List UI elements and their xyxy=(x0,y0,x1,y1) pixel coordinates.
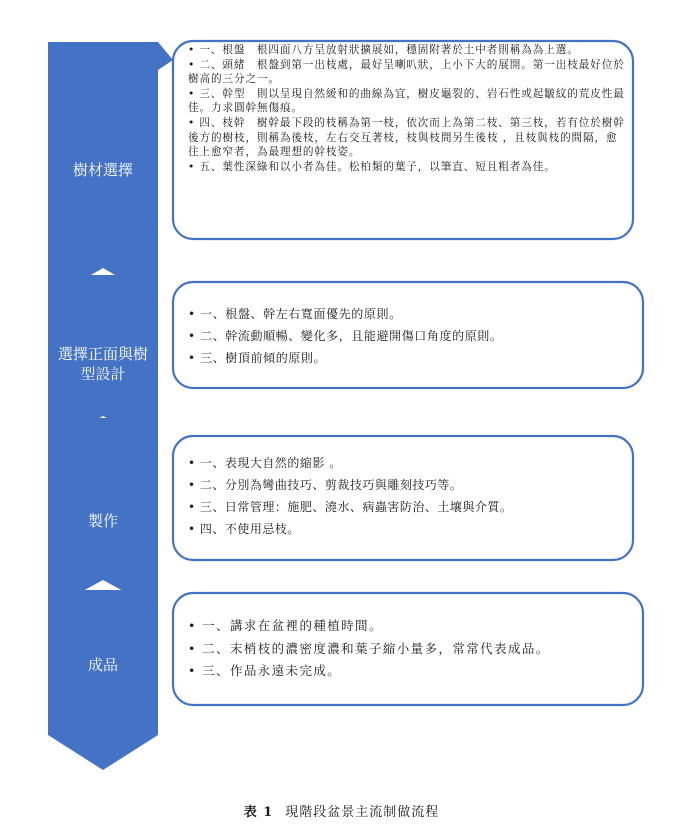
stage-3-label: 製作 xyxy=(87,512,118,530)
caption-number: 表 1 xyxy=(243,805,274,820)
figure-caption xyxy=(0,801,683,820)
stage-1-label: 樹材選擇 xyxy=(72,161,133,179)
stage-4-item: • 三、作品永遠未完成。 xyxy=(188,660,638,683)
stage-1-item: • 五、葉性深綠和以小者為佳。松柏類的葉子，以筆直、短且粗者為佳。 xyxy=(188,160,628,175)
stage-1-chevron-tip xyxy=(158,42,173,70)
stage-2-item-list xyxy=(188,303,628,369)
stage-3-item: • 二、分別為彎曲技巧、剪裁技巧與雕刻技巧等。 xyxy=(188,474,628,496)
stage-2-label: 選擇正面與樹型設計 xyxy=(57,345,148,383)
stage-1-item: • 二、頭緒 根盤到第一出枝處，最好呈喇叭狀，上小下大的展開。第一出枝最好位於樹高的三分之一。 xyxy=(188,58,628,87)
stage-4-label: 成品 xyxy=(87,656,118,674)
stage-3-item: • 四、不使用忌枝。 xyxy=(188,518,628,540)
stage-4-item-list xyxy=(188,615,638,683)
stage-3-item: • 一、表現大自然的縮影 。 xyxy=(188,452,628,474)
stage-3-item-list xyxy=(188,452,628,540)
caption-text: 現階段盆景主流制做流程 xyxy=(285,805,440,820)
stage-1-item: • 四、枝幹 樹幹最下段的枝稱為第一枝，依次而上為第二枝、第三枝，若有位於樹幹後方的樹枝，則稱為後枝，左右交互著枝，枝與枝間另生後枝 ，且枝與枝的間隔，愈往上愈窄者，為最理想的幹枝姿。 xyxy=(188,116,628,160)
stage-4-item: • 一、講求在盆裡的種植時間。 xyxy=(188,615,638,638)
stage-1-item: • 一、根盤 根四面八方呈放射狀擴展如，穩固附著於土中者則稱為為上選。 xyxy=(188,43,628,58)
stage-1-item-list xyxy=(188,43,628,174)
stage-2-item: • 一、根盤、幹左右寬面優先的原則。 xyxy=(188,303,628,325)
stage-3-item: • 三、日常管理：施肥、澆水、病蟲害防治、土壤與介質。 xyxy=(188,496,628,518)
stage-2-item: • 二、幹流動順暢、變化多，且能避開傷口角度的原則。 xyxy=(188,325,628,347)
stage-4-item: • 二、末梢枝的濃密度濃和葉子縮小量多，常常代表成品。 xyxy=(188,638,638,661)
stage-1-item: • 三、幹型 則以呈現自然緩和的曲線為宜，樹皮龜裂的、岩石性或起皺紋的荒皮性最佳。力求圓幹無傷痕。 xyxy=(188,87,628,116)
stage-4-chevron xyxy=(48,590,158,770)
stage-2-item: • 三、樹頂前傾的原則。 xyxy=(188,347,628,369)
